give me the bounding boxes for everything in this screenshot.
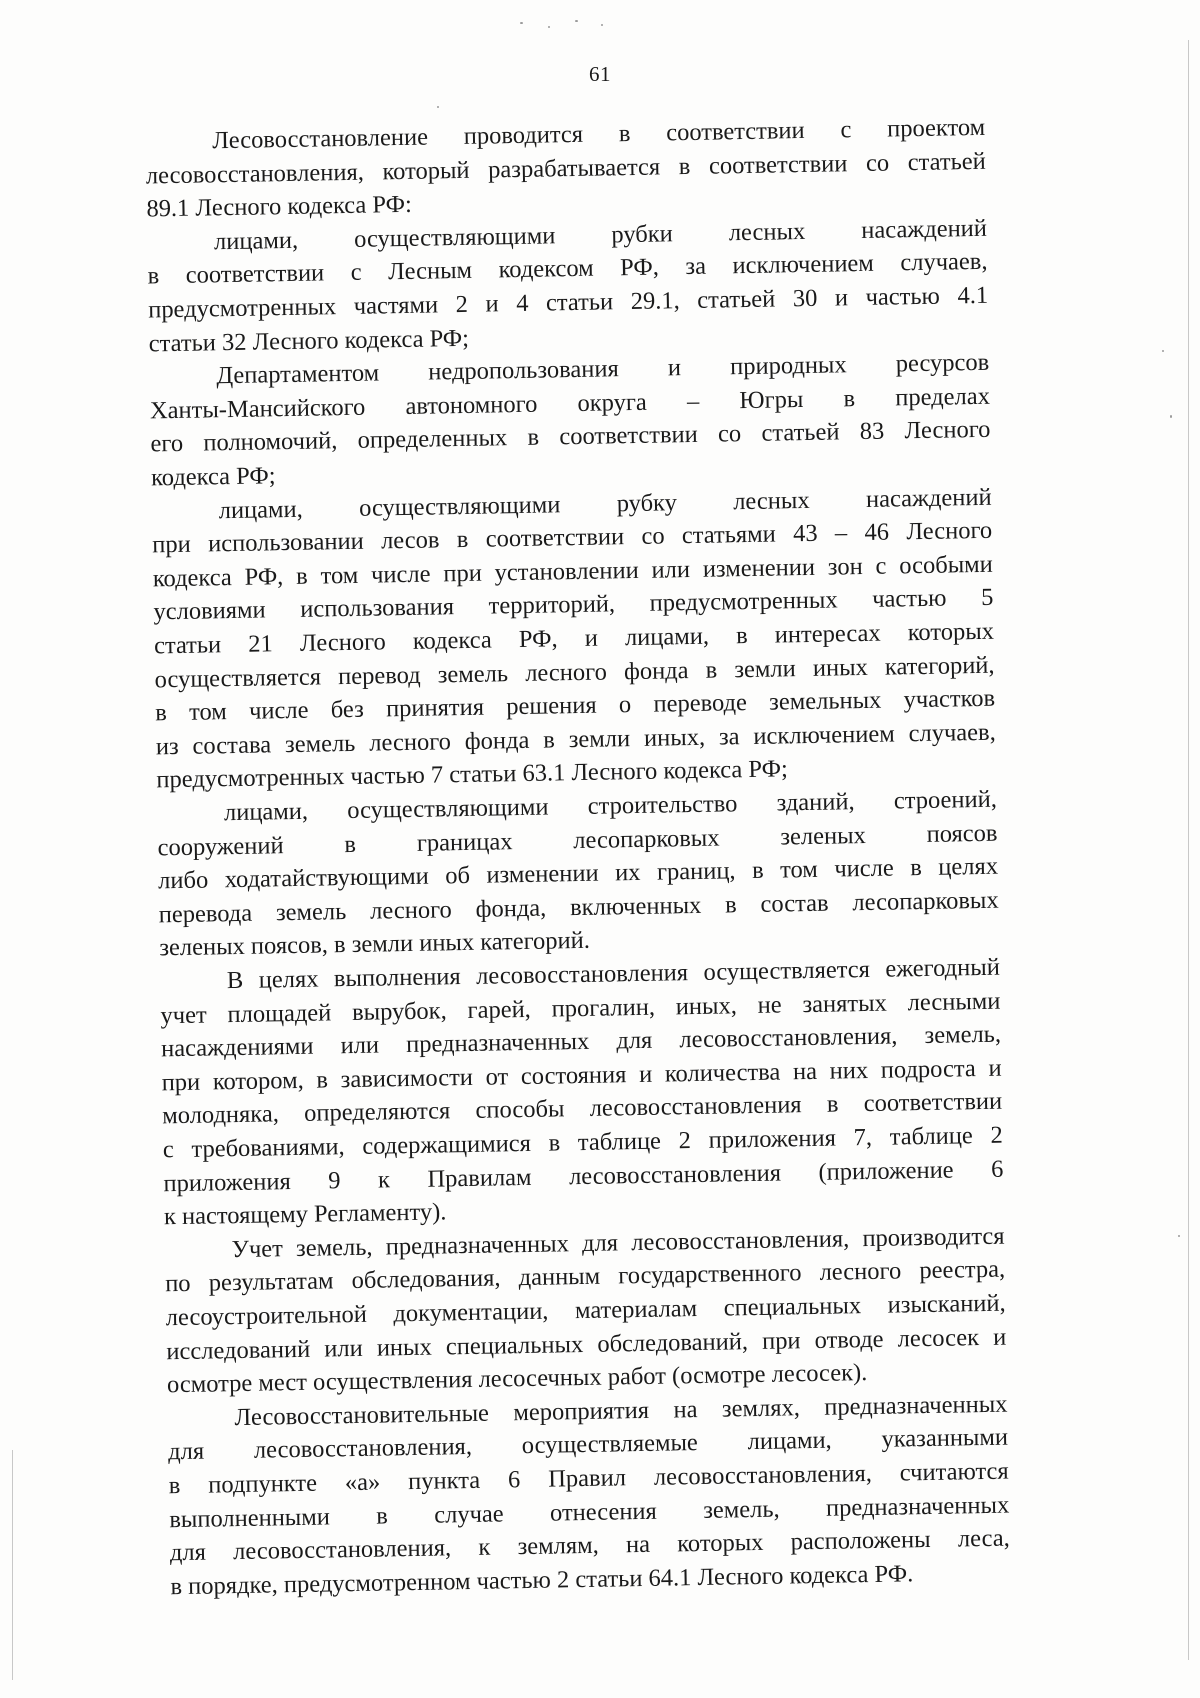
text-line: статьи 32 Лесного кодекса РФ; bbox=[148, 324, 470, 358]
text-line: приложения 9 к Правилам лесовосстановления (приложение 6 bbox=[163, 1155, 1004, 1197]
scan-speck bbox=[548, 26, 550, 28]
text-line: к настоящему Регламенту). bbox=[163, 1198, 447, 1231]
text-line: кодекса РФ, в том числе при установлении или изменении зон с особыми bbox=[152, 550, 993, 593]
document-body bbox=[0, 107, 1200, 1608]
text-line: статьи 21 Лесного кодекса РФ, и лицами, в интересах которых bbox=[153, 617, 995, 660]
text-line: перевода земель лесного фонда, включенных в состав лесопарковых bbox=[158, 886, 999, 929]
text-line: лицами, осуществляющими рубки лесных насаждений bbox=[213, 214, 988, 256]
text-line: для лесовосстановления, к землям, на которых расположены леса, bbox=[169, 1524, 1011, 1567]
text-line: кодекса РФ; bbox=[150, 462, 276, 492]
text-line: насаждениями или предназначенных для лесовосстановления, земель, bbox=[160, 1020, 1002, 1063]
text-line: в подпункте «а» пункта 6 Правил лесовосстановления, считаются bbox=[168, 1457, 1009, 1500]
text-line: Лесовосстановление проводится в соответствии с проектом bbox=[212, 113, 986, 155]
text-line: при использовании лесов в соответствии со статьями 43 – 46 Лесного bbox=[152, 516, 993, 559]
scan-speck bbox=[520, 22, 523, 24]
text-line: из состава земель лесного фонда в земли иных, за исключением случаев, bbox=[155, 718, 996, 761]
text-line: в том числе без принятия решения о переводе земельных участков bbox=[154, 684, 996, 727]
text-line: учет площадей вырубок, гарей, прогалин, иных, не занятых лесными bbox=[160, 987, 1001, 1029]
text-line: молодняка, определяются способы лесовосстановления в соответствии bbox=[162, 1088, 1003, 1130]
text-line: Учет земель, предназначенных для лесовосстановления, производится bbox=[231, 1222, 1005, 1263]
text-line: в соответствии с Лесным кодексом РФ, за исключением случаев, bbox=[147, 248, 988, 290]
text-line: осуществляется перевод земель лесного фонда в земли иных категорий, bbox=[154, 651, 995, 693]
text-line: 89.1 Лесного кодекса РФ: bbox=[146, 191, 413, 223]
text-line: лицами, осуществляющими строительство зданий, строений, bbox=[223, 785, 998, 827]
text-line: сооружений в границах лесопарковых зеленых поясов bbox=[157, 819, 998, 861]
text-line: для лесовосстановления, осуществляемые лицами, указанными bbox=[167, 1424, 1009, 1466]
text-line: в порядке, предусмотренном частью 2 статьи 64.1 Лесного кодекса РФ. bbox=[170, 1560, 914, 1601]
text-line: Департаментом недропользования и природных ресурсов bbox=[216, 348, 990, 390]
text-line: условиями использования территорий, предусмотренных частью 5 bbox=[153, 584, 994, 626]
scan-speck bbox=[601, 24, 603, 26]
text-line: В целях выполнения лесовосстановления осуществляется ежегодный bbox=[226, 953, 1001, 995]
text-line: лесоустроительной документации, материалам специальных изысканий, bbox=[165, 1289, 1006, 1332]
text-line: по результатам обследования, данным государственного лесного реестра, bbox=[164, 1256, 1006, 1298]
text-line: Лесовосстановительные мероприятия на землях, предназначенных bbox=[234, 1390, 1008, 1431]
text-line: предусмотренных частями 2 и 4 статьи 29.1, статьей 30 и частью 4.1 bbox=[147, 281, 989, 324]
page-number: 61 bbox=[589, 62, 611, 86]
text-line: предусмотренных частью 7 статьи 63.1 Лесного кодекса РФ; bbox=[156, 755, 789, 794]
scan-speck bbox=[575, 20, 578, 22]
scan-edge-line bbox=[12, 1450, 13, 1680]
text-line: осмотре мест осуществления лесосечных работ (осмотре лесосек). bbox=[166, 1359, 868, 1399]
text-line: при котором, в зависимости от состояния и количества на них подроста и bbox=[161, 1054, 1002, 1097]
text-line: исследований или иных специальных обследований, при отводе лесосек и bbox=[166, 1323, 1007, 1365]
text-line: либо ходатайствующими об изменении их границ, в том числе в целях bbox=[157, 852, 999, 895]
text-line: лицами, осуществляющими рубку лесных насаждений bbox=[218, 483, 992, 524]
text-line: зеленых поясов, в земли иных категорий. bbox=[159, 927, 591, 962]
text-line: его полномочий, определенных в соответствии со статьей 83 Лесного bbox=[150, 416, 991, 458]
text-line: с требованиями, содержащимися в таблице 2 приложения 7, таблице 2 bbox=[162, 1121, 1003, 1164]
scan-speck bbox=[437, 106, 439, 108]
text-line: Ханты-Мансийского автономного округа – Югры в пределах bbox=[149, 382, 991, 425]
text-line: выполненными в случае отнесения земель, предназначенных bbox=[169, 1491, 1010, 1533]
text-line: лесовосстановления, который разрабатывается в соответствии со статьей bbox=[145, 147, 986, 190]
